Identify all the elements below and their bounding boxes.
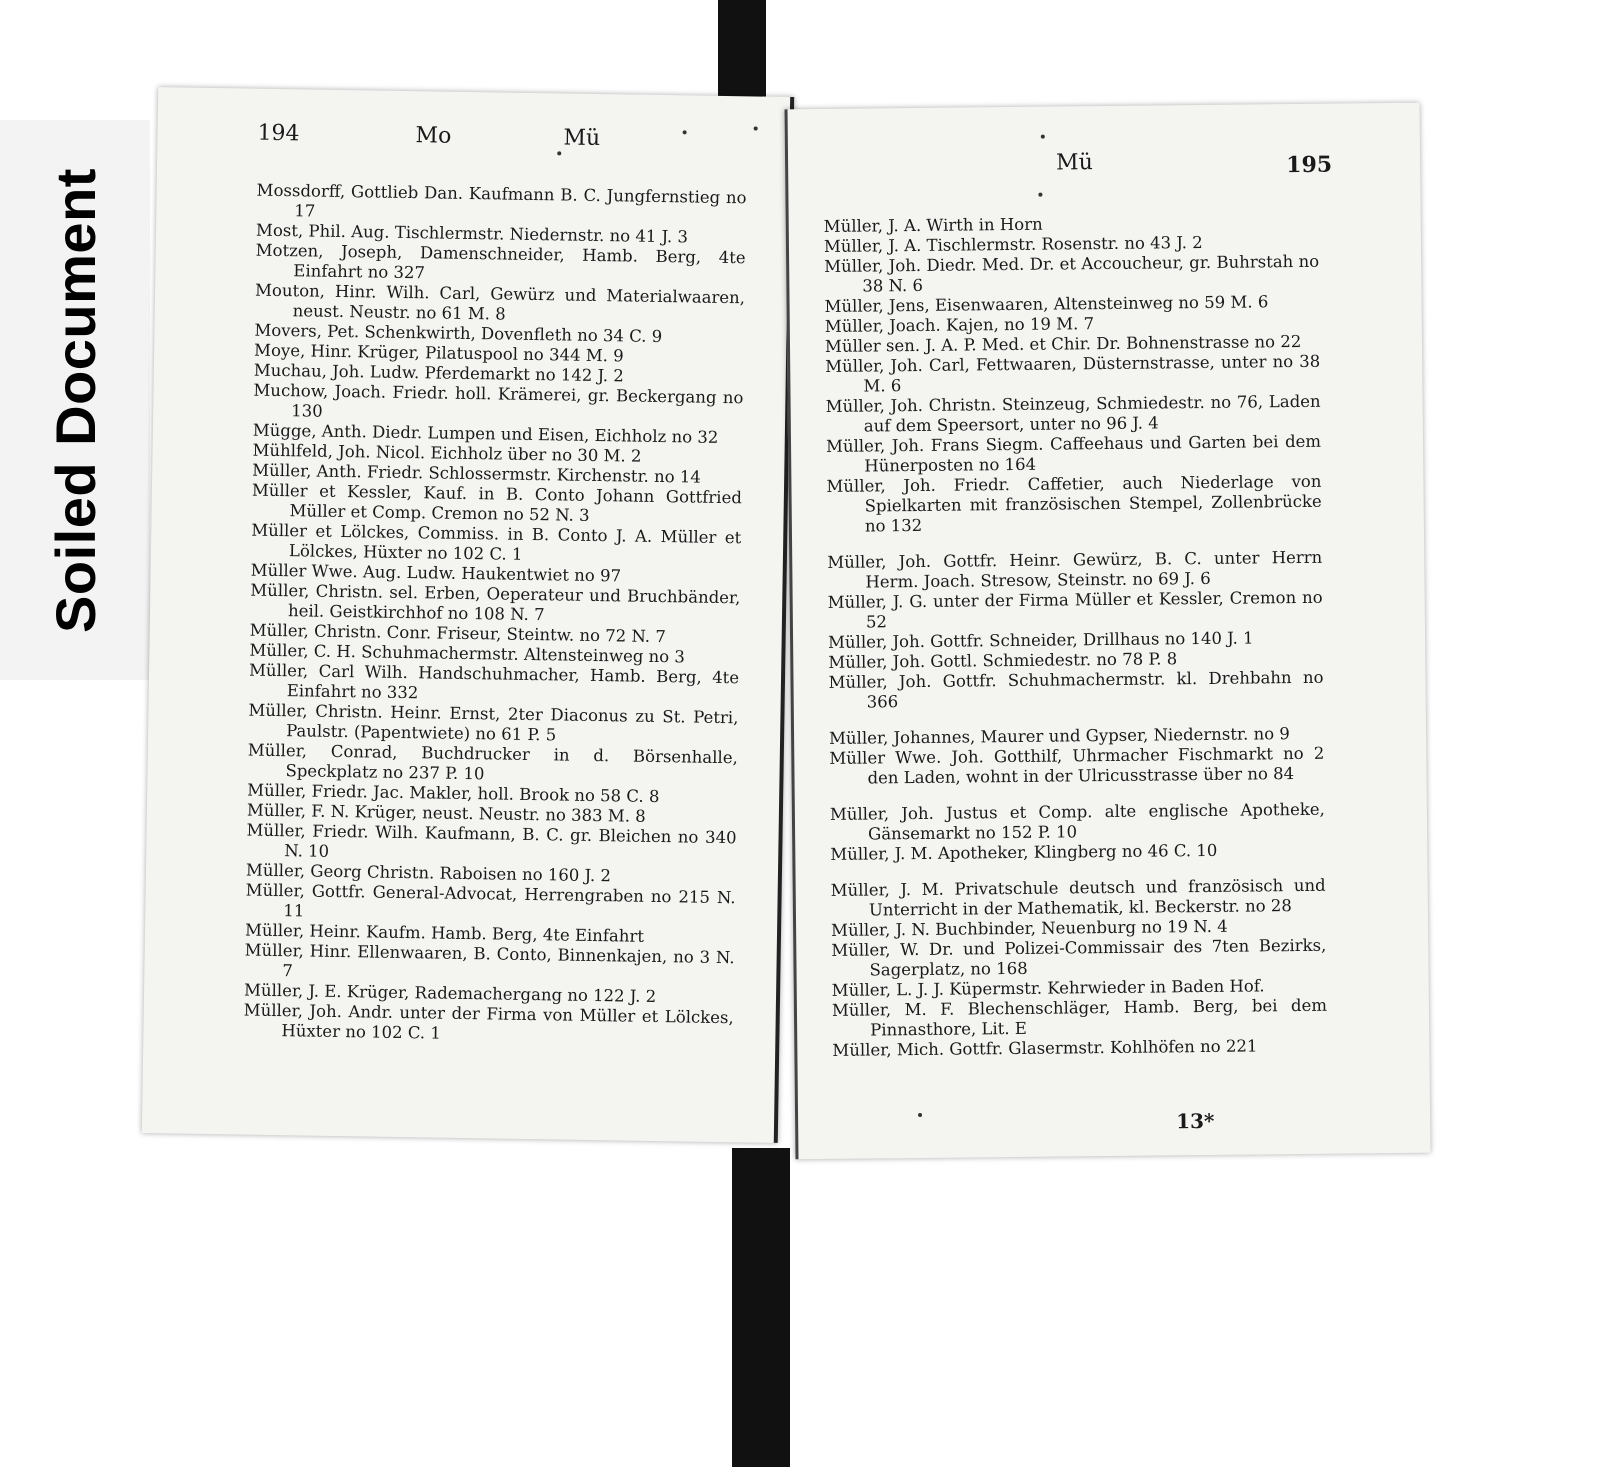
side-label: Soiled Document [43,167,107,633]
directory-entry: Müller, M. F. Blechenschläger, Hamb. Berg, bei dem Pinnasthore, Lit. E [831,995,1328,1040]
directory-entry: Müller, Joh. Justus et Comp. alte englische Apotheke, Gänsemarkt no 152 P. 10 [829,799,1325,844]
directory-entry: Müller, Joh. Christn. Steinzeug, Schmiedestr. no 76, Laden auf dem Speersort, unter no 96 J. 4 [825,391,1321,436]
directory-entry: Müller, L. J. J. Küpermstr. Kehrwieder in Baden Hof. [831,976,1265,1000]
right-page [785,103,1431,1160]
directory-entry: Müller, Joh. Diedr. Med. Dr. et Accoucheur, gr. Buhrstah no 38 N. 6 [824,251,1320,296]
directory-entry: Müller, Christn. Conr. Friseur, Steintw. no 72 N. 7 [249,620,666,647]
ink-speck [918,1113,922,1117]
binding-strip-top [718,0,766,105]
left-page-header [157,117,790,167]
directory-entry: Müller, Christn. sel. Erben, Oeperateur und Bruchbänder, heil. Geistkirchhof no 108 N. 7 [250,580,741,625]
directory-entry: Movers, Pet. Schenkwirth, Dovenfleth no 34 C. 9 [254,320,663,347]
right-page-header [788,147,1420,194]
directory-entry: Müller, Friedr. Jac. Makler, holl. Brook no 58 C. 8 [247,780,660,807]
directory-entry: Müller, Friedr. Wilh. Kaufmann, B. C. gr. Bleichen no 340 N. 10 [246,820,737,861]
ink-speck [1041,135,1045,139]
directory-entry: Müller, Joh. Carl, Fettwaaren, Düsternstrasse, unter no 38 M. 6 [825,351,1321,396]
directory-entry: Müller, J. E. Krüger, Rademachergang no 122 J. 2 [243,980,657,1007]
directory-entry: Müller Wwe. Joh. Gotthilf, Uhrmacher Fischmarkt no 2 den Laden, wohnt in der Ulricusstrasse über no 84 [829,743,1325,788]
right-header-word: Mü [1055,150,1093,176]
directory-entry: Müller, Joh. Frans Siegm. Caffeehaus und Garten bei dem Hünerposten no 164 [825,431,1322,476]
left-page [142,87,794,1143]
side-label-panel [0,120,150,680]
directory-entry: Müller, Conrad, Buchdrucker in d. Börsenhalle, Speckplatz no 237 P. 10 [247,740,738,784]
directory-entry: Mühlfeld, Joh. Nicol. Eichholz über no 30 M. 2 [252,440,642,466]
directory-entry: Most, Phil. Aug. Tischlermstr. Niedernstr. no 41 J. 3 [255,220,689,247]
directory-entry: Müller, Georg Christn. Raboisen no 160 J. 2 [245,860,612,886]
directory-entry: Müller, Johannes, Maurer und Gypser, Niedernstr. no 9 [829,724,1290,748]
directory-entry: Müller et Lölckes, Commiss. in B. Conto J. A. Müller et Lölckes, Hüxter no 102 C. 1 [251,520,742,564]
signature-mark: 13* [1176,1108,1215,1134]
directory-entry: Moye, Hinr. Krüger, Pilatuspool no 344 M. 9 [253,340,624,366]
directory-entry: Mouton, Hinr. Wilh. Carl, Gewürz und Materialwaaren, neust. Neustr. no 61 M. 8 [254,280,746,324]
directory-entry: Müller et Kessler, Kauf. in B. Conto Johann Gottfried Müller et Comp. Cremon no 52 N. 3 [251,480,743,525]
directory-entry: Müller, Hinr. Ellenwaaren, B. Conto, Binnenkajen, no 3 N. 7 [244,940,735,981]
directory-entry: Müller, Joh. Andr. unter der Firma von Müller et Lölckes, Hüxter no 102 C. 1 [243,1000,734,1043]
directory-entry: Mossdorff, Gottlieb Dan. Kaufmann B. C. Jungfernstieg no 17 [256,180,747,221]
directory-entry: Mügge, Anth. Diedr. Lumpen und Eisen, Eichholz no 32 [252,420,719,447]
directory-entry: Müller, J. M. Privatschule deutsch und französisch und Unterricht in der Mathematik, kl. Beckerstr. no 28 [830,875,1326,920]
directory-entry: Müller, Anth. Friedr. Schlossermstr. Kirchenstr. no 14 [252,460,702,487]
directory-entry: Müller, Joach. Kajen, no 19 M. 7 [824,314,1095,336]
directory-entry: Müller, Joh. Friedr. Caffetier, auch Niederlage von Spielkarten mit französischen Stempel, Zollenbrücke no 132 [826,471,1322,536]
directory-entry: Müller, Jens, Eisenwaaren, Altensteinweg no 59 M. 6 [824,292,1269,316]
left-entry-list [243,181,746,1049]
ink-speck [754,126,758,130]
directory-entry: Müller, F. N. Krüger, neust. Neustr. no 383 M. 8 [246,800,646,826]
directory-entry: Müller, W. Dr. und Polizei-Commissair des 7ten Bezirks, Sagerplatz, no 168 [831,935,1327,980]
directory-entry: Müller, J. A. Wirth in Horn [823,214,1043,236]
directory-entry: Müller, J. N. Buchbinder, Neuenburg no 19 N. 4 [831,916,1228,940]
directory-entry: Müller, J. M. Apotheker, Klingberg no 46 C. 10 [830,840,1218,864]
ink-speck [557,151,561,155]
left-header-first: Mo [415,123,452,149]
directory-entry: Müller, Joh. Gottl. Schmiedestr. no 78 P. 8 [828,649,1178,672]
left-header-last: Mü [563,125,601,152]
directory-entry: Müller, Joh. Gottfr. Schuhmachermstr. kl. Drehbahn no 366 [828,667,1324,712]
directory-entry: Müller Wwe. Aug. Ludw. Haukentwiet no 97 [250,560,622,586]
ink-speck [683,130,687,134]
directory-entry: Müller, Mich. Gottfr. Glasermstr. Kohlhöfen no 221 [832,1036,1258,1060]
directory-entry: Müller, J. A. Tischlermstr. Rosenstr. no 43 J. 2 [823,232,1203,256]
ink-speck [1038,193,1042,197]
directory-entry: Müller, J. G. unter der Firma Müller et Kessler, Cremon no 52 [827,587,1323,632]
left-page-number: 194 [257,120,300,147]
directory-entry: Müller, Heinr. Kaufm. Hamb. Berg, 4te Einfahrt [244,920,645,946]
right-entry-list [824,212,1328,1061]
directory-entry: Müller, Joh. Gottfr. Heinr. Gewürz, B. C. unter Herrn Herm. Joach. Stresow, Steinstr. no 69 J. 6 [827,547,1323,592]
directory-entry: Muchau, Joh. Ludw. Pferdemarkt no 142 J. 2 [253,360,625,386]
directory-entry: Motzen, Joseph, Damenschneider, Hamb. Berg, 4te Einfahrt no 327 [255,240,746,283]
directory-entry: Müller, Christn. Heinr. Ernst, 2ter Diaconus zu St. Petri, Paulstr. (Papentwiete) no 61 P. 5 [248,700,739,745]
directory-entry: Müller, Joh. Gottfr. Schneider, Drillhaus no 140 J. 1 [828,628,1254,652]
directory-entry: Müller, Gottfr. General-Advocat, Herrengraben no 215 N. 11 [245,880,736,921]
directory-entry: Muchow, Joach. Friedr. holl. Krämerei, gr. Beckergang no 130 [253,380,744,421]
directory-entry: Müller sen. J. A. P. Med. et Chir. Dr. Bohnenstrasse no 22 [824,331,1302,356]
directory-entry: Müller, Carl Wilh. Handschuhmacher, Hamb. Berg, 4te Einfahrt no 332 [248,660,740,703]
directory-entry: Müller, C. H. Schuhmachermstr. Altensteinweg no 3 [249,640,686,667]
right-page-number: 195 [1286,151,1333,179]
binding-strip-bottom [732,1148,790,1467]
